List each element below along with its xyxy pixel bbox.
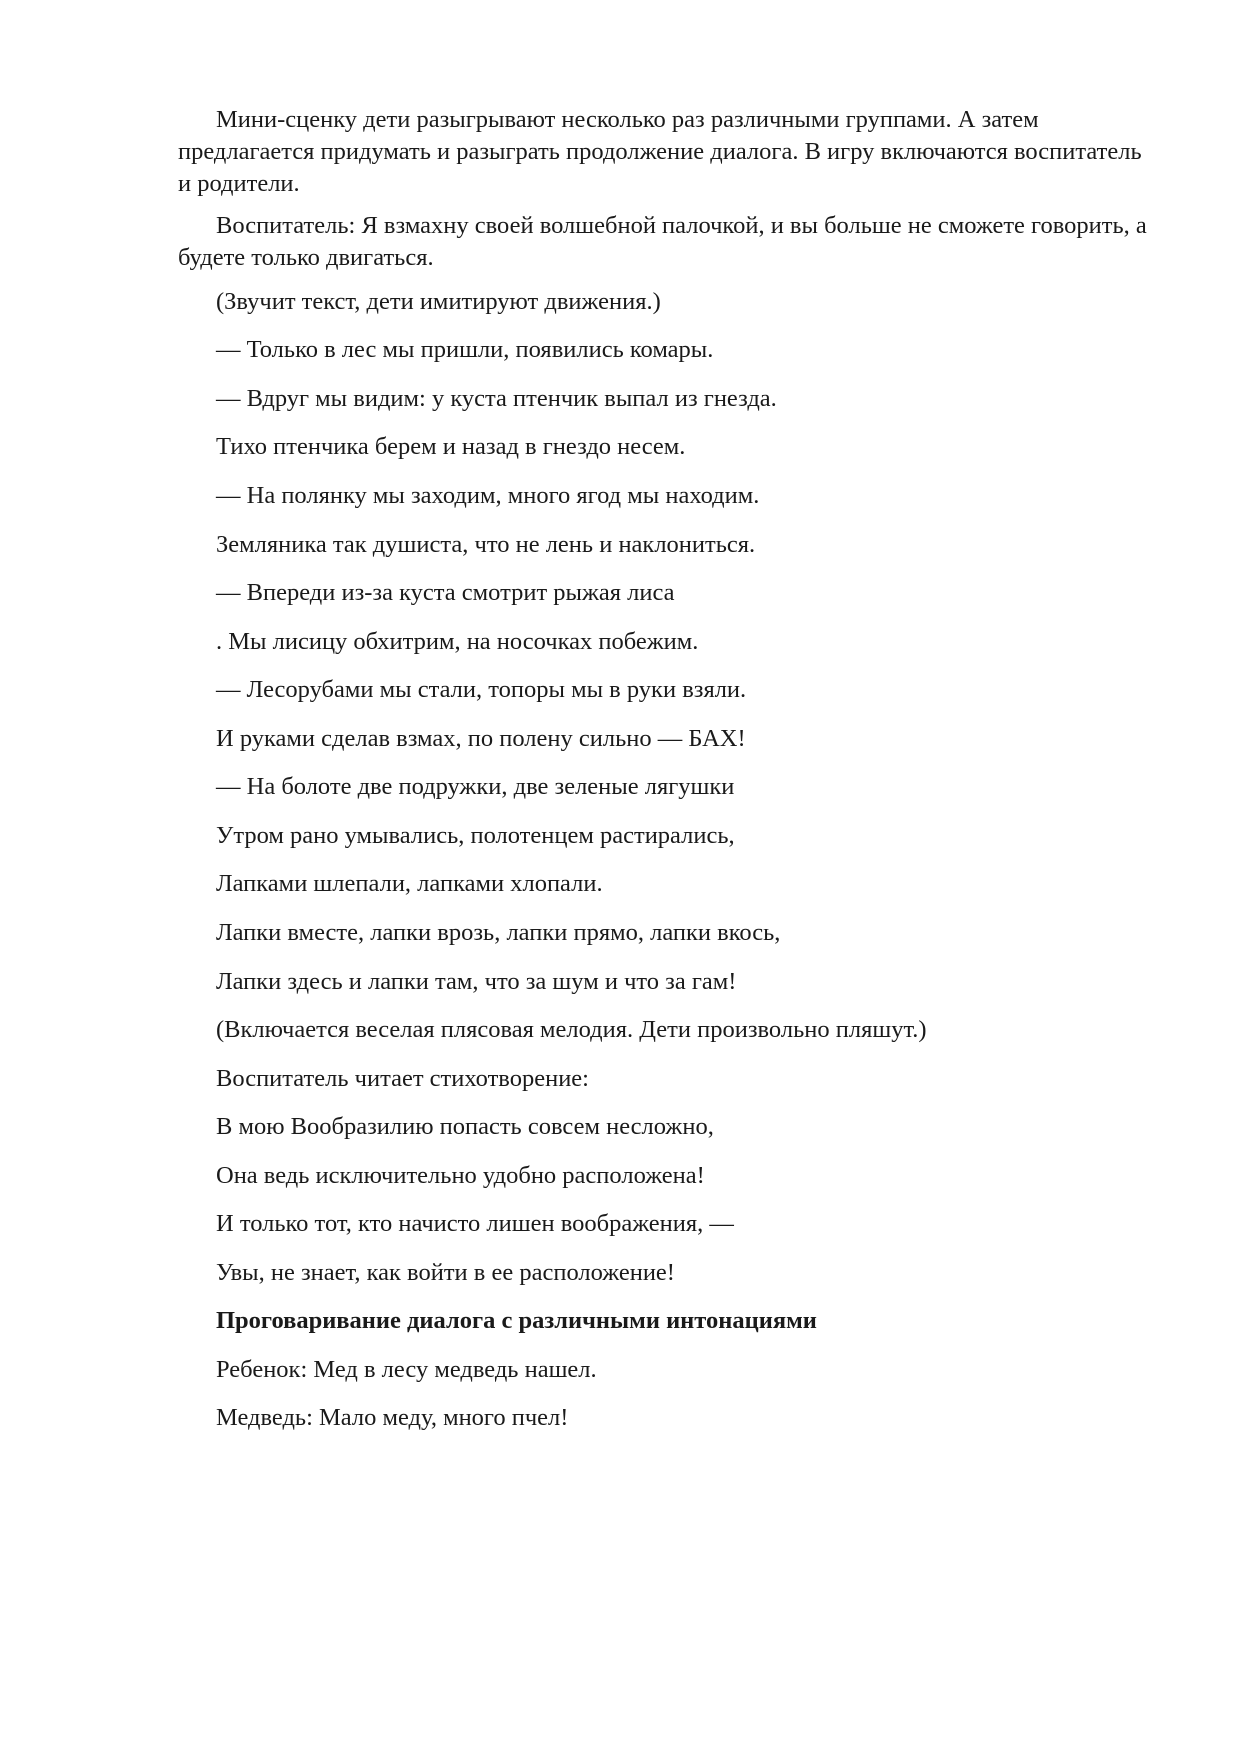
text-line: . Мы лисицу обхитрим, на носочках побежим. — [216, 628, 699, 655]
text-line: Воспитатель читает стихотворение: — [216, 1065, 589, 1092]
text-line: Земляника так душиста, что не лень и наклониться. — [216, 531, 756, 558]
text-line: Лапки здесь и лапки там, что за шум и что за гам! — [216, 968, 737, 995]
text-line: (Включается веселая плясовая мелодия. Дети произвольно пляшут.) — [216, 1016, 927, 1043]
intro-paragraph: Мини-сценку дети разыгрывают несколько раз различными группами. А затем предлагается придумать и разыграть продолжение диалога. В игру включаются воспитатель и родители. — [178, 106, 1142, 197]
text-line: — Впереди из-за куста смотрит рыжая лиса — [216, 579, 675, 606]
text-line: Лапками шлепали, лапками хлопали. — [216, 870, 603, 897]
text-line: — Вдруг мы видим: у куста птенчик выпал из гнезда. — [216, 385, 777, 412]
text-line: — На болоте две подружки, две зеленые лягушки — [216, 773, 735, 800]
text-line: И руками сделав взмах, по полену сильно — БАХ! — [216, 725, 746, 752]
teacher-paragraph: Воспитатель: Я взмахну своей волшебной палочкой, и вы больше не сможете говорить, а будете только двигаться. — [178, 212, 1147, 271]
text-line: (Звучит текст, дети имитируют движения.) — [216, 288, 661, 315]
text-line: Лапки вместе, лапки врозь, лапки прямо, лапки вкось, — [216, 919, 781, 946]
text-line: Тихо птенчика берем и назад в гнездо несем. — [216, 433, 686, 460]
dialogue-line: Ребенок: Мед в лесу медведь нашел. — [216, 1356, 597, 1383]
text-line: Она ведь исключительно удобно расположена! — [216, 1162, 705, 1189]
text-line: — На полянку мы заходим, много ягод мы находим. — [216, 482, 760, 509]
section-heading: Проговаривание диалога с различными интонациями — [216, 1307, 817, 1334]
text-line: В мою Вообразилию попасть совсем несложно, — [216, 1113, 714, 1140]
dialogue-line: Медведь: Мало меду, много пчел! — [216, 1404, 569, 1431]
text-line: Утром рано умывались, полотенцем растирались, — [216, 822, 735, 849]
text-line: Увы, не знает, как войти в ее расположение! — [216, 1259, 675, 1286]
text-line: И только тот, кто начисто лишен воображения, — — [216, 1210, 734, 1237]
text-line: — Лесорубами мы стали, топоры мы в руки взяли. — [216, 676, 747, 703]
text-line: — Только в лес мы пришли, появились комары. — [216, 336, 714, 363]
